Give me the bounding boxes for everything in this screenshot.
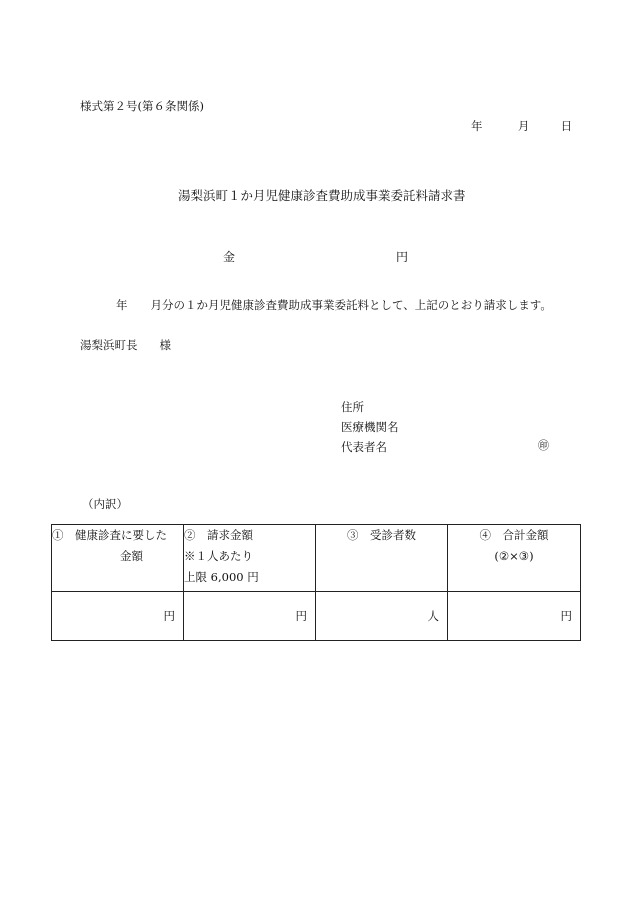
amount-prefix: 金 (223, 250, 236, 264)
header-line: (②×③) (494, 549, 534, 563)
table-value-row (52, 592, 581, 641)
header-line: ※１人あたり (184, 549, 253, 563)
value-cell-request-amount[interactable] (184, 592, 316, 641)
form-number: 様式第２号(第６条関係) (80, 99, 204, 113)
address-label: 住所 (341, 400, 364, 414)
date-day-label: 日 (560, 119, 573, 133)
applicant-block (341, 397, 399, 457)
date-month-label: 月 (517, 119, 530, 133)
header-line: ② 請求金額 (184, 528, 253, 542)
header-line: 金額 (120, 549, 143, 563)
header-cell-exam-cost (52, 525, 184, 592)
table-header-row (52, 525, 581, 592)
amount-suffix: 円 (396, 250, 409, 264)
value-cell-exam-cost[interactable] (52, 592, 184, 641)
value-cell-patient-count[interactable] (316, 592, 448, 641)
addressee-honorific: 様 (159, 338, 171, 352)
header-cell-request-amount (184, 525, 316, 592)
breakdown-label: （内訳） (82, 497, 128, 511)
header-line: ① 健康診査に要した (52, 528, 167, 542)
institution-label: 医療機関名 (341, 420, 399, 434)
unit-label: 円 (295, 609, 307, 623)
request-sentence: 年 月分の１か月児健康診査費助成事業委託料として、上記のとおり請求します。 (116, 298, 552, 312)
seal-mark: ㊞ (538, 439, 549, 452)
header-line: ③ 受診者数 (347, 528, 416, 542)
header-line: 上限 6,000 円 (184, 570, 259, 584)
value-cell-total-amount[interactable] (448, 592, 581, 641)
unit-label: 円 (163, 609, 175, 623)
header-line: ④ 合計金額 (479, 528, 549, 542)
document-title: 湯梨浜町１か月児健康診査費助成事業委託料請求書 (178, 188, 466, 203)
unit-label: 人 (427, 609, 439, 623)
header-cell-total-amount (448, 525, 581, 592)
unit-label: 円 (560, 609, 572, 623)
representative-label: 代表者名 (341, 440, 387, 454)
date-line (471, 118, 572, 134)
date-year-label: 年 (471, 119, 483, 133)
addressee-name: 湯梨浜町長 (80, 338, 138, 352)
addressee (80, 337, 171, 353)
breakdown-table (51, 524, 581, 641)
header-cell-patient-count (316, 525, 448, 592)
